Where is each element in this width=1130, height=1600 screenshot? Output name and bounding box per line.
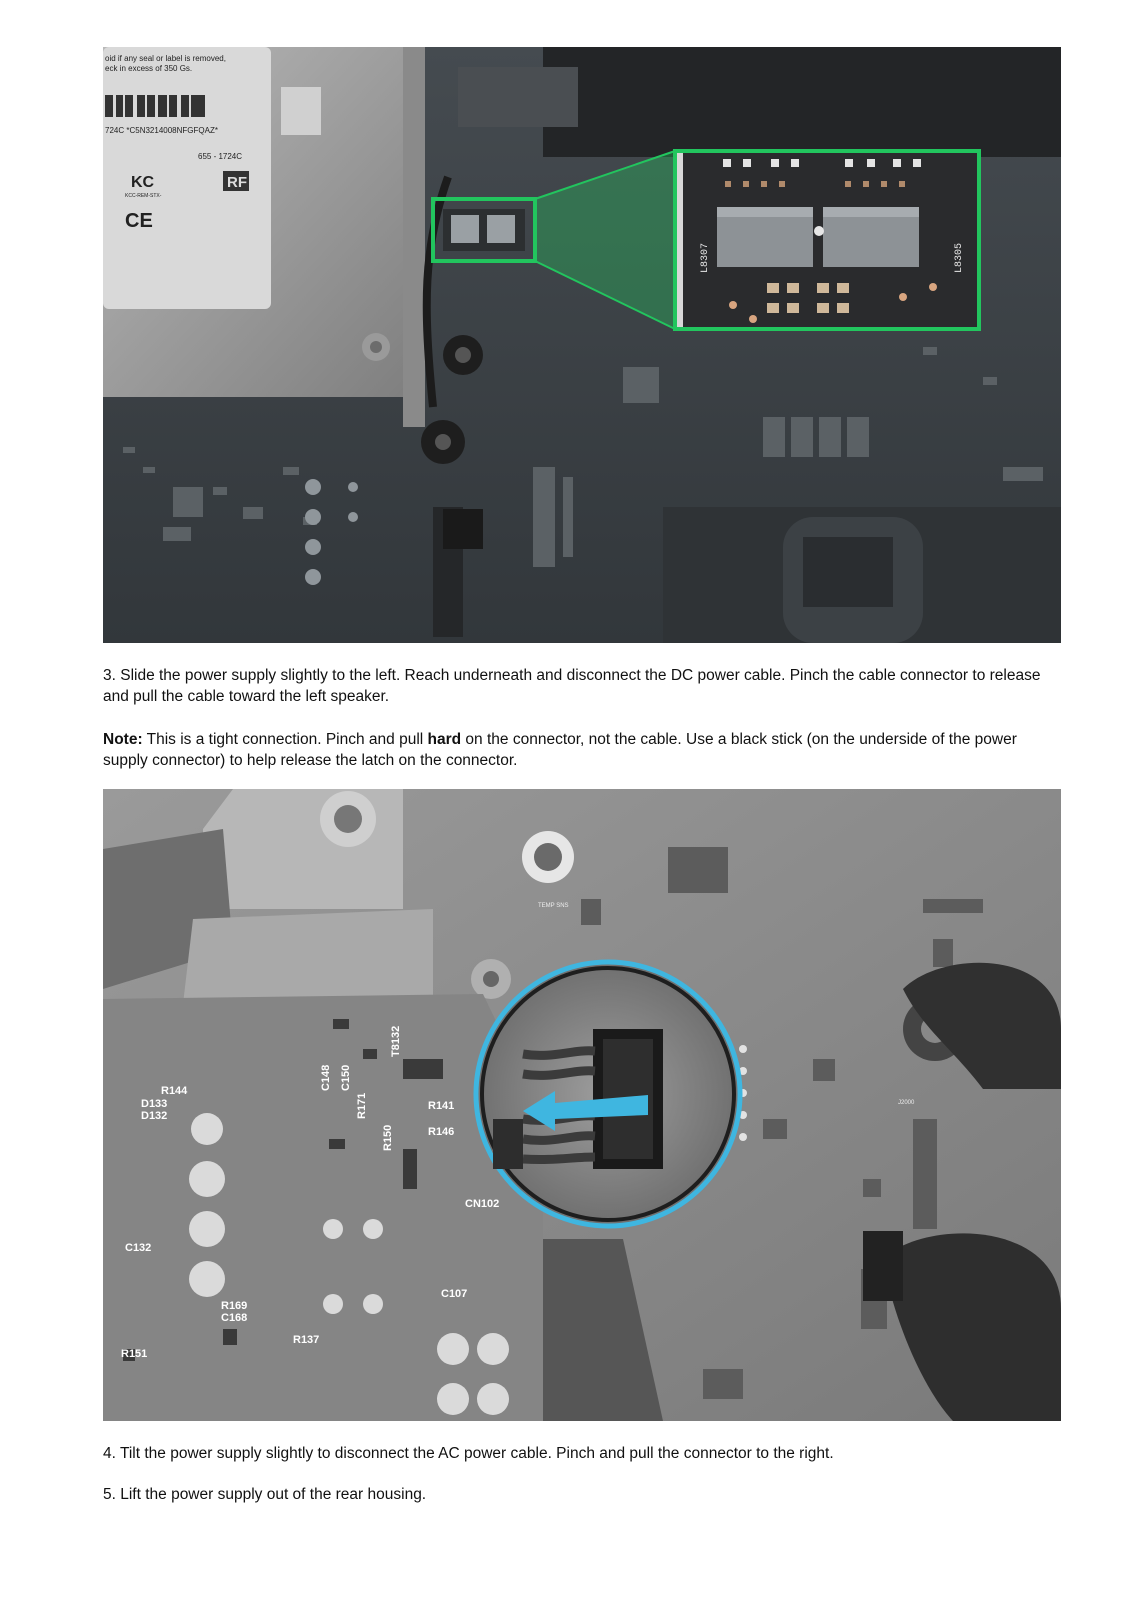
svg-text:C168: C168 (221, 1312, 248, 1324)
j2000-label: J2000 (898, 1100, 915, 1106)
inductor-label-left: L8307 (700, 242, 711, 273)
svg-text:C150: C150 (340, 1064, 352, 1091)
dc-photo-illustration (103, 47, 1061, 643)
ac-connector-magnifier (476, 962, 740, 1226)
svg-text:655 - 1724C: 655 - 1724C (198, 152, 243, 161)
svg-text:R146: R146 (428, 1126, 455, 1138)
note-text-before: This is a tight connection. Pinch and pull (142, 731, 428, 748)
svg-text:C132: C132 (125, 1242, 152, 1254)
rf-mark: RF (227, 174, 247, 191)
svg-text:CN102: CN102 (465, 1198, 500, 1210)
small-connector (443, 509, 483, 549)
dc-power-connector-photo (103, 47, 1061, 643)
svg-text:R141: R141 (428, 1100, 455, 1112)
black-connector (863, 1231, 903, 1301)
kc-mark: KC (131, 174, 155, 191)
note-text-after: on the connector, not the cable. Use a black stick (on the underside of the power supply connector) to help release the latch on the connector. (103, 731, 1017, 769)
svg-text:R144: R144 (161, 1085, 188, 1097)
svg-text:R171: R171 (356, 1092, 368, 1119)
svg-text:C107: C107 (441, 1288, 468, 1300)
note-label: Note: (103, 731, 143, 748)
svg-text:R151: R151 (121, 1348, 148, 1360)
step-5-text: 5. Lift the power supply out of the rear housing. (103, 1486, 427, 1503)
barcode (105, 95, 205, 117)
svg-text:724C *C5N3214008NFGFQAZ*: 724C *C5N3214008NFGFQAZ* (105, 126, 218, 135)
svg-text:R150: R150 (382, 1124, 394, 1151)
connector-zoom-inset (675, 151, 979, 329)
svg-text:C148: C148 (320, 1064, 332, 1091)
step-3-text: 3. Slide the power supply slightly to the left. Reach underneath and disconnect the DC power cable. Pinch the cable connector to release and pull the cable toward the left speaker. (103, 667, 1041, 705)
svg-text:D132: D132 (141, 1110, 168, 1122)
ce-mark: CE (125, 210, 153, 232)
note-paragraph (103, 729, 1061, 771)
svg-text:T8132: T8132 (390, 1025, 402, 1057)
svg-text:KCC-REM-STX-: KCC-REM-STX- (125, 193, 162, 199)
svg-text:D133: D133 (141, 1098, 168, 1110)
speaker-block (543, 47, 1061, 157)
step-4-text: 4. Tilt the power supply slightly to disconnect the AC power cable. Pinch and pull the connector to the right. (103, 1445, 834, 1462)
ac-power-connector-photo (103, 789, 1061, 1421)
inductor-label-right: L8305 (954, 242, 965, 273)
svg-text:R169: R169 (221, 1300, 248, 1312)
note-emphasis: hard (427, 731, 462, 748)
svg-text:R137: R137 (293, 1334, 320, 1346)
temp-sensor-label: TEMP SNS (538, 903, 569, 909)
ac-photo-illustration (103, 789, 1061, 1421)
svg-text:eck in excess of 350 Gs.: eck in excess of 350 Gs. (105, 64, 193, 73)
svg-text:oid if any seal or label is re: oid if any seal or label is removed, (105, 54, 226, 63)
